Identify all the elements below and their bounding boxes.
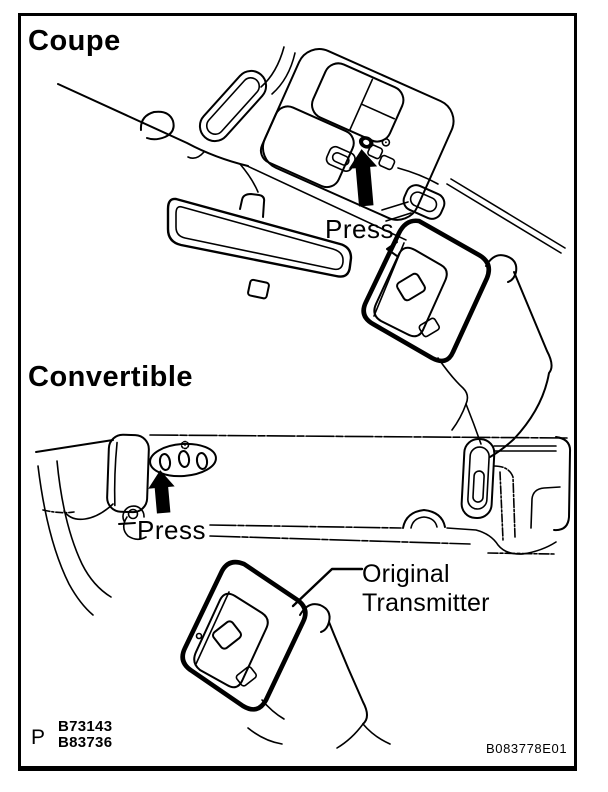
convertible-hand-drawing	[248, 604, 390, 748]
convertible-press-label: Press	[137, 515, 206, 545]
mirror-mount-bump	[403, 510, 445, 528]
map-light-lens	[308, 59, 408, 146]
coupe-press-arrow-icon	[347, 148, 380, 207]
footer-figure-id: B083778E01	[486, 741, 568, 756]
console-button-2	[378, 155, 395, 171]
fob-button	[211, 620, 242, 651]
visor-clip-drawing	[461, 438, 495, 518]
coupe-drawing	[58, 40, 565, 457]
fob-button	[396, 272, 427, 302]
footer-ref-code-1: B73143	[58, 718, 113, 735]
press-leader-dash	[119, 523, 135, 524]
convertible-section-title: Convertible	[28, 361, 194, 393]
callout-line-1: Original	[362, 560, 450, 588]
coupe-hand-drawing	[438, 255, 552, 457]
overhead-console-drawing	[247, 40, 463, 240]
pod-button	[159, 453, 171, 470]
fob-led	[197, 634, 202, 639]
sun-visor-drawing	[107, 434, 150, 512]
mirror-tab	[248, 279, 270, 299]
original-transmitter-callout	[362, 560, 490, 617]
pod-button-2	[178, 450, 190, 467]
sunglass-holder-drawing	[194, 65, 273, 147]
a-pillar-lines	[36, 440, 113, 615]
footer-page-marker: P	[31, 726, 46, 749]
callout-line-2: Transmitter	[362, 588, 490, 617]
footer-ref-codes	[58, 719, 112, 751]
fob-button-2	[235, 666, 257, 687]
mirror-stem	[240, 194, 264, 217]
fob-button-2	[418, 317, 440, 337]
convertible-drawing	[36, 434, 570, 748]
coupe-section-title: Coupe	[28, 25, 121, 57]
convertible-transmitter-fob-drawing	[183, 562, 306, 709]
rearview-mirror-drawing	[168, 194, 351, 299]
footer-ref-code-2: B83736	[58, 734, 113, 751]
headliner-lines	[58, 84, 258, 192]
coupe-press-label: Press	[325, 214, 394, 244]
pod-button-3	[196, 452, 208, 469]
callout-leader-line	[293, 569, 362, 606]
